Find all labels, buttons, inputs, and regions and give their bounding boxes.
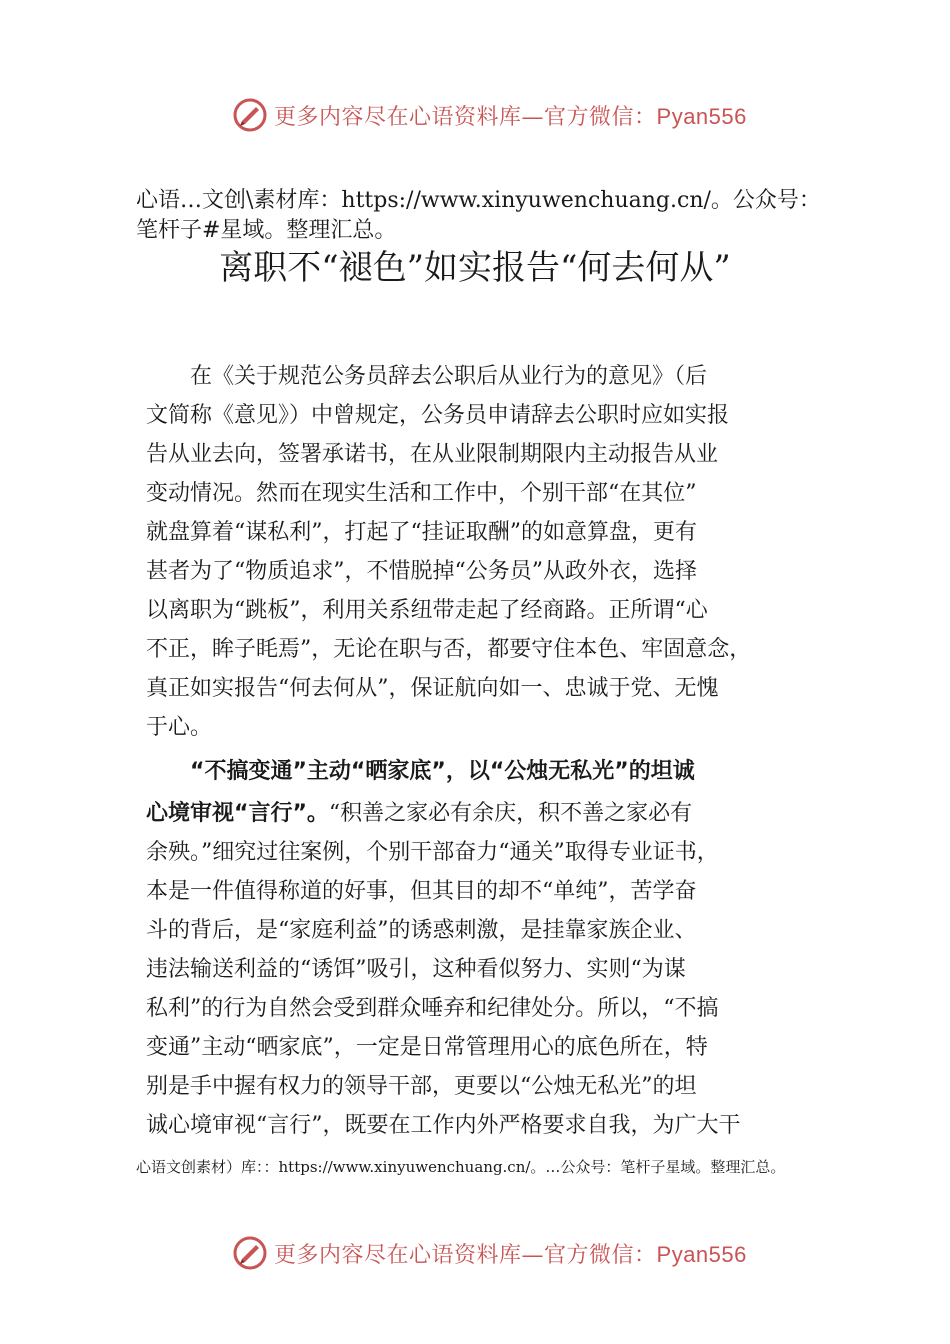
banner-text [274, 1238, 747, 1269]
banner-content [232, 95, 747, 135]
banner-slogan: 更多内容尽在心语资料库—官方微信： [274, 104, 657, 130]
section-line: 违法输送利益的“诱饵”吸引，这种看似努力、实则“为谋 [146, 957, 686, 982]
paragraph-line: 甚者为了“物质追求”，不惜脱掉“公务员”从政外衣，选择 [146, 559, 697, 584]
paragraph-line: 不正，眸子眊焉”，无论在职与否，都要守住本色、牢固意念， [146, 637, 752, 662]
banner-content [232, 1233, 747, 1273]
section-line: 余殃。”细究过往案例，个别干部奋力“通关”取得专业证书， [146, 840, 719, 865]
paragraph-line: 在《关于规范公务员辞去公职后从业行为的意见》（后 [146, 364, 708, 389]
section-heading: “不搞变通”主动“晒家底”，以“公烛无私光”的坦诚 [146, 759, 695, 784]
pen-heart-logo-icon [232, 97, 268, 133]
header-source-note: 心语…文创\素材库：https://www.xinyuwenchuang.cn/。公众号：笔杆子#星域。整理汇总。 [136, 188, 821, 243]
section-line: 私利”的行为自然会受到群众唾弃和纪律处分。所以，“不搞 [146, 996, 719, 1021]
banner-text [274, 100, 747, 131]
banner-wechat-handle: Pyan556 [656, 103, 747, 129]
section-line: 变通”主动“晒家底”，一定是日常管理用心的底色所在，特 [146, 1035, 708, 1060]
section-heading-continued: 心境审视“言行”。 [146, 801, 329, 826]
top-banner [0, 95, 950, 135]
section-line: 别是手中握有权力的领导干部，更要以“公烛无私光”的坦 [146, 1074, 697, 1099]
bottom-banner [0, 1233, 950, 1273]
paragraph-line: 变动情况。然而在现实生活和工作中，个别干部“在其位” [146, 481, 697, 506]
paragraph-line: 真正如实报告“何去何从”，保证航向如一、忠诚于党、无愧 [146, 676, 719, 701]
banner-slogan: 更多内容尽在心语资料库—官方微信： [274, 1242, 657, 1268]
document-title: 离职不“褪色”如实报告“何去何从” [219, 248, 731, 288]
paragraph-line: 文简称《意见》）中曾规定，公务员申请辞去公职时应如实报 [146, 403, 730, 428]
footer-source-note: 心语文创素材）库：：https://www.xinyuwenchuang.cn/。…公众号：笔杆子星域。整理汇总。 [136, 1158, 786, 1176]
section-line: 斗的背后，是“家庭利益”的诱惑刺激，是挂靠家族企业、 [146, 918, 697, 943]
section-line: 本是一件值得称道的好事，但其目的却不“单纯”，苦学奋 [146, 879, 697, 904]
section-first-line-text: “积善之家必有余庆，积不善之家必有 [328, 801, 693, 826]
paragraph-line: 于心。 [146, 715, 213, 740]
section-first-line [146, 799, 816, 829]
paragraph-line: 以离职为“跳板”，利用关系纽带走起了经商路。正所谓“心 [146, 598, 708, 623]
section-line: 诚心境审视“言行”，既要在工作内外严格要求自我，为广大干 [146, 1113, 741, 1138]
banner-wechat-handle: Pyan556 [656, 1241, 747, 1267]
paragraph-line: 告从业去向，签署承诺书，在从业限制期限内主动报告从业 [146, 442, 719, 467]
pen-heart-logo-icon [232, 1235, 268, 1271]
paragraph-line: 就盘算着“谋私利”，打起了“挂证取酬”的如意算盘，更有 [146, 520, 697, 545]
